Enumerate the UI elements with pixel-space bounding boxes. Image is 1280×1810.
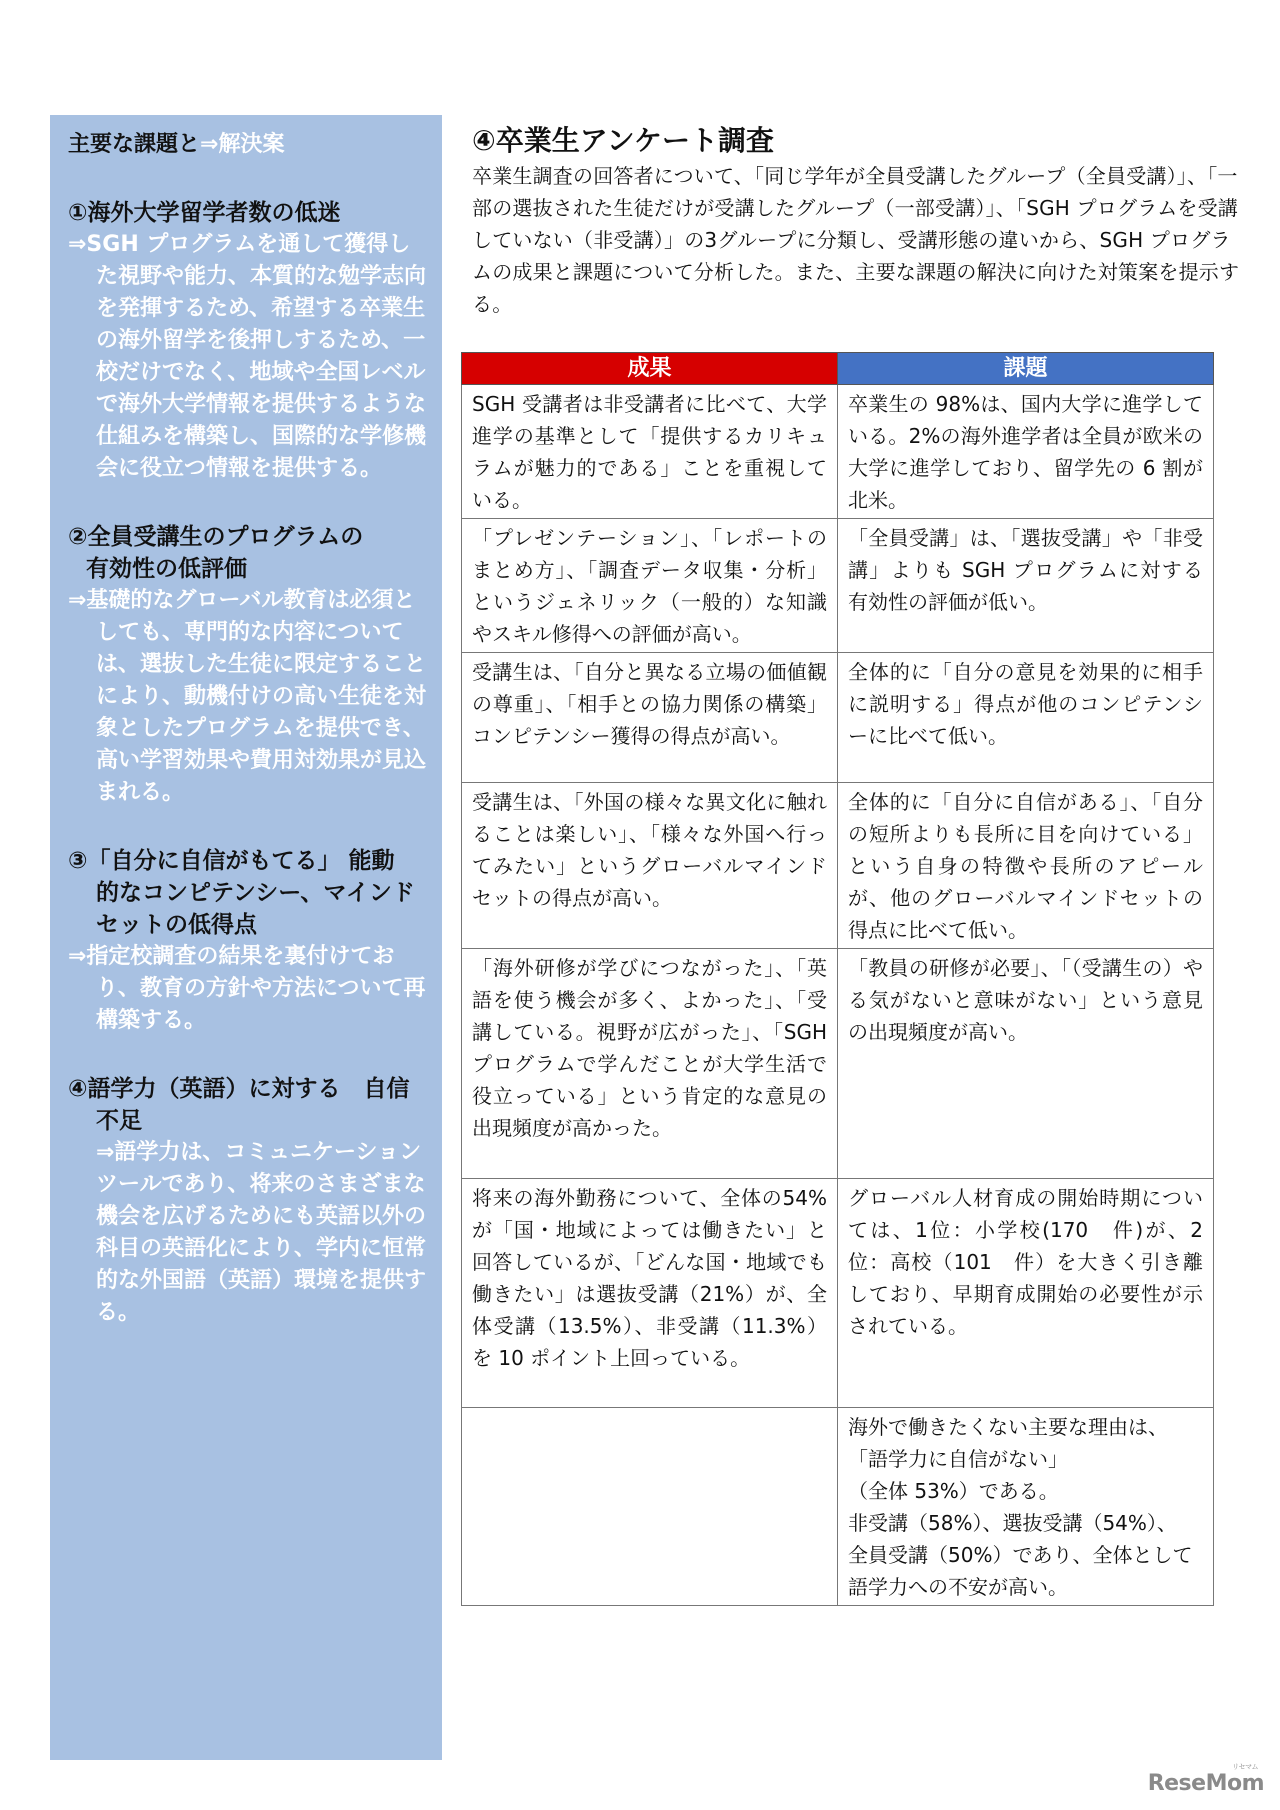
- issue-heading-line: ①海外大学留学者数の低迷: [68, 200, 341, 226]
- table-row: [462, 949, 1214, 1179]
- logo-kana: リセマム: [1232, 1763, 1258, 1771]
- issue-heading-line: 不足: [96, 1108, 142, 1134]
- table-header-row: [462, 353, 1214, 385]
- issue-heading: [68, 845, 430, 941]
- sidebar-title-arrow: ⇒解決案: [200, 132, 285, 157]
- issue-cell: 全体的に「自分の意見を効果的に相手に説明する」得点が他のコンピテンシーに比べて低い。: [838, 653, 1214, 783]
- issue-heading-line: セットの低得点: [96, 912, 257, 938]
- table-row: [462, 385, 1214, 519]
- table-row: [462, 653, 1214, 783]
- result-cell: SGH 受講者は非受講者に比べて、大学進学の基準として「提供するカリキュラムが魅力的である」ことを重視している。: [462, 385, 838, 519]
- issue-heading-line: ④語学力（英語）に対する 自信: [68, 1076, 410, 1102]
- result-cell: 将来の海外勤務について、全体の54%が「国・地域によっては働きたい」と回答しているが、「どんな国・地域でも働きたい」は選抜受講（21%）が、全体受講（13.5%）、非受講（11.3%）を 10 ポイント上回っている。: [462, 1179, 838, 1408]
- result-cell: 受講生は、「自分と異なる立場の価値観の尊重」、「相手との協力関係の構築」コンピテンシー獲得の得点が高い。: [462, 653, 838, 783]
- section-intro: 卒業生調査の回答者について、「同じ学年が全員受講したグループ（全員受講）」、「一部の選抜された生徒だけが受講したグループ（一部受講）」、「SGH プログラムを受講していない（非受講）」の3グループに分類し、受講形態の違いから、SGH プログラムの成果と課題について分析した。また、主要な課題の解決に向けた対策案を提示する。: [472, 164, 1240, 316]
- survey-section: [472, 122, 1242, 320]
- issue-cell: 卒業生の 98%は、国内大学に進学している。2%の海外進学者は全員が欧米の大学に進学しており、留学先の 6 割が北米。: [838, 385, 1214, 519]
- table-row: [462, 519, 1214, 653]
- issue-cell: 「教員の研修が必要」、「（受講生の）やる気がないと意味がない」という意見の出現頻度が高い。: [838, 949, 1214, 1179]
- issue-solution: ⇒指定校調査の結果を裏付けており、教育の方針や方法について再構築する。: [68, 944, 426, 1033]
- issue-line: （全体 53%）である。: [848, 1479, 1059, 1503]
- results-column-header: 成果: [462, 353, 838, 385]
- results-issues-table: [461, 352, 1214, 1606]
- logo-text: ReseMom: [1147, 1771, 1264, 1796]
- result-cell: 受講生は、「外国の様々な異文化に触れることは楽しい」、「様々な外国へ行ってみたい」というグローバルマインドセットの得点が高い。: [462, 783, 838, 949]
- issue-line: 「語学力に自信がない」: [848, 1447, 1068, 1471]
- issue-line: 全員受講（50%）であり、全体として: [848, 1543, 1193, 1567]
- sidebar-title-main: 主要な課題と: [68, 132, 201, 157]
- result-cell: 「海外研修が学びにつながった」、「英語を使う機会が多く、よかった」、「受講している。視野が広がった」、「SGH プログラムで学んだことが大学生活で役立っている」という肯定的な意見の出現頻度が高かった。: [462, 949, 838, 1179]
- issues-solutions-sidebar: [50, 115, 442, 1760]
- issue-heading-line: ③「自分に自信がもてる」 能動: [68, 848, 395, 874]
- issue-cell: 「全員受講」は、「選抜受講」や「非受講」よりも SGH プログラムに対する有効性の評価が低い。: [838, 519, 1214, 653]
- issue-cell: [838, 1408, 1214, 1606]
- resemom-logo: [1147, 1763, 1264, 1796]
- issue-heading: [68, 1073, 430, 1137]
- issue-cell: グローバル人材育成の開始時期については、1位：小学校(170 件)が、2位：高校（101 件）を大きく引き離しており、早期育成開始の必要性が示されている。: [838, 1179, 1214, 1408]
- section-title: ④卒業生アンケート調査: [472, 124, 775, 157]
- issue-solution: ⇒SGH プログラムを通して獲得した視野や能力、本質的な勉学志向を発揮するため、希望する卒業生の海外留学を後押しするため、一校だけでなく、地域や全国レベルで海外大学情報を提供するような仕組みを構築し、国際的な学修機会に役立つ情報を提供する。: [68, 232, 427, 481]
- issue-line: 非受講（58%）、選抜受講（54%）、: [848, 1511, 1177, 1535]
- result-cell: 「プレゼンテーション」、「レポートのまとめ方」、「調査データ収集・分析」というジェネリック（一般的）な知識やスキル修得への評価が高い。: [462, 519, 838, 653]
- issue-solution: ⇒語学力は、コミュニケーションツールであり、将来のさまざまな機会を広げるためにも英語以外の科目の英語化により、学内に恒常的な外国語（英語）環境を提供する。: [96, 1140, 427, 1325]
- issue-solution: ⇒基礎的なグローバル教育は必須としても、専門的な内容については、選抜した生徒に限定することにより、動機付けの高い生徒を対象としたプログラムを提供でき、高い学習効果や費用対効果が見込まれる。: [68, 588, 427, 805]
- issue-line: 海外で働きたくない主要な理由は、: [848, 1415, 1168, 1439]
- issue-1: [68, 197, 430, 485]
- issue-2: [68, 521, 430, 809]
- table-row: [462, 1179, 1214, 1408]
- result-cell-empty: [462, 1408, 838, 1606]
- sidebar-title: [68, 129, 430, 161]
- issue-line: 語学力への不安が高い。: [848, 1575, 1068, 1599]
- issue-heading-line: 有効性の低評価: [86, 556, 247, 582]
- table-row: [462, 1408, 1214, 1606]
- issue-cell: 全体的に「自分に自信がある」、「自分の短所よりも長所に目を向けている」という自身の特徴や長所のアピールが、他のグローバルマインドセットの得点に比べて低い。: [838, 783, 1214, 949]
- table-row: [462, 783, 1214, 949]
- issue-heading: [68, 197, 430, 229]
- issue-4: [68, 1073, 430, 1329]
- issue-heading: [68, 521, 430, 585]
- issue-heading-line: ②全員受講生のプログラムの: [68, 524, 364, 550]
- issue-heading-line: 的なコンピテンシー、マインド: [96, 880, 415, 906]
- issues-column-header: 課題: [838, 353, 1214, 385]
- issue-3: [68, 845, 430, 1037]
